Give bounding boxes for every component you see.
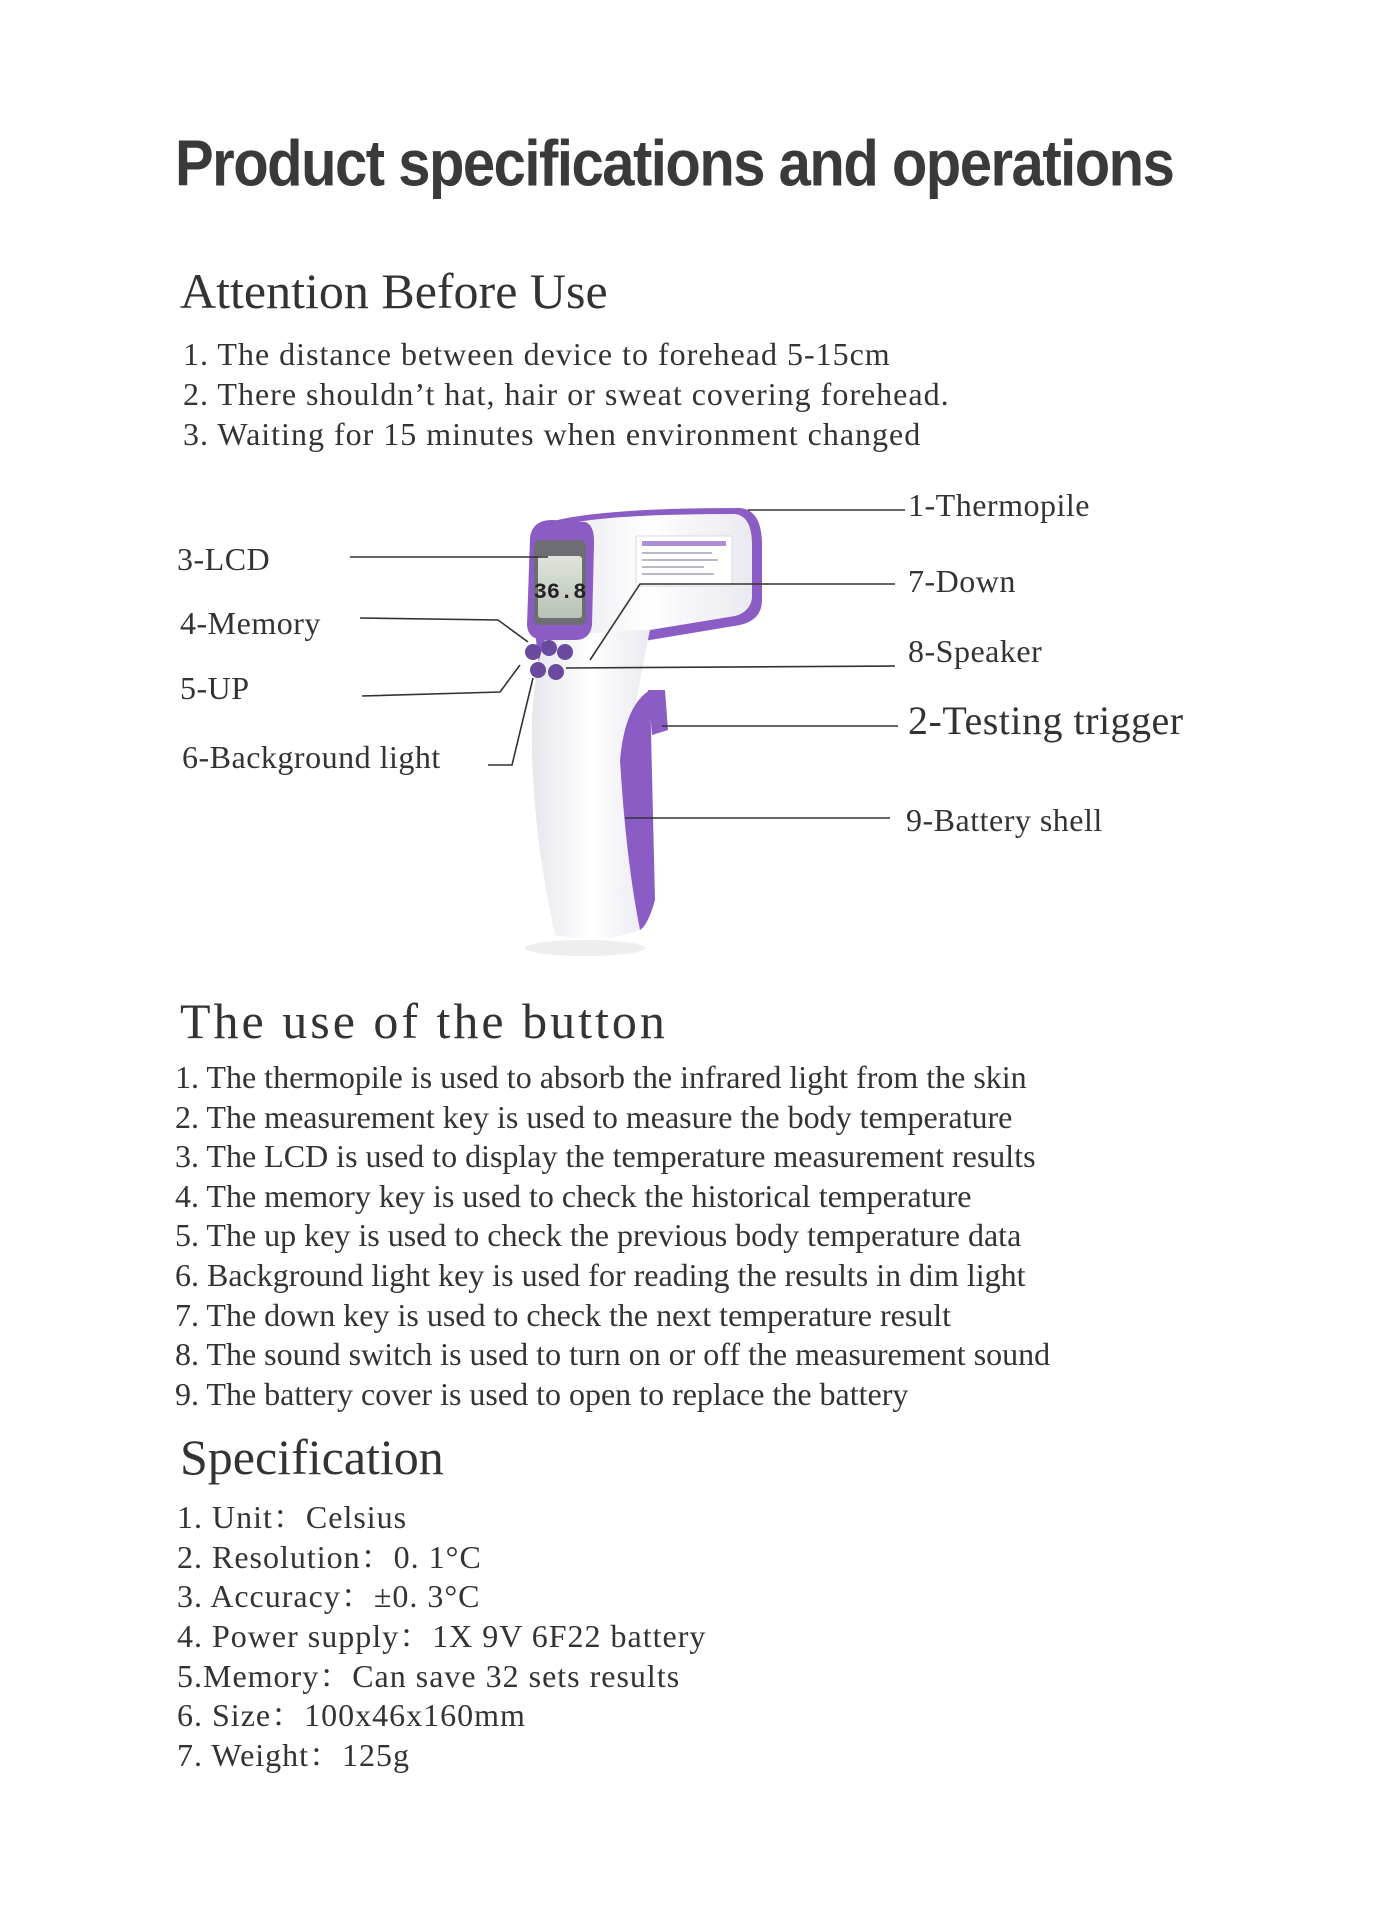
button-use-item: 6. Background light key is used for reading the results in dim light	[175, 1256, 1026, 1293]
button-use-item: 3. The LCD is used to display the temperature measurement results	[175, 1138, 1036, 1175]
callout-up: 5-UP	[180, 670, 250, 706]
button-use-item: 4. The memory key is used to check the historical temperature	[175, 1177, 972, 1214]
attention-list	[183, 334, 950, 454]
button-use-item: 8. The sound switch is used to turn on or off the measurement sound	[175, 1336, 1051, 1373]
callout-background-light: 6-Background light	[182, 739, 441, 775]
thermometer-image	[525, 508, 762, 956]
specification-item: 1. Unit：Celsius	[177, 1499, 408, 1535]
attention-item: 3. Waiting for 15 minutes when environment changed	[183, 416, 922, 452]
callout-battery-shell: 9-Battery shell	[906, 802, 1103, 838]
lcd-reading: 36.8	[533, 580, 587, 605]
specification-item: 7. Weight：125g	[177, 1737, 411, 1774]
specification-item: 5.Memory：Can save 32 sets results	[177, 1657, 681, 1694]
specification-heading: Specification	[180, 1429, 444, 1485]
attention-heading: Attention Before Use	[180, 263, 608, 319]
button-use-item: 2. The measurement key is used to measure the body temperature	[175, 1098, 1013, 1135]
button-use-list	[175, 1058, 1050, 1414]
callout-testing-trigger: 2-Testing trigger	[908, 698, 1184, 743]
page-title: Product specifications and operations	[175, 127, 1174, 200]
button-use-heading: The use of the button	[180, 993, 668, 1049]
button-use-item: 9. The battery cover is used to open to replace the battery	[175, 1375, 909, 1412]
callout-memory: 4-Memory	[180, 605, 321, 641]
specification-item: 6. Size：100x46x160mm	[177, 1697, 526, 1734]
attention-item: 1. The distance between device to forehead 5-15cm	[183, 336, 891, 372]
button-use-item: 5. The up key is used to check the previous body temperature data	[175, 1217, 1022, 1254]
specification-item: 4. Power supply：1X 9V 6F22 battery	[177, 1618, 707, 1655]
button-use-item: 1. The thermopile is used to absorb the infrared light from the skin	[175, 1059, 1027, 1095]
callout-down: 7-Down	[908, 563, 1016, 599]
specification-item: 2. Resolution：0. 1°C	[177, 1538, 482, 1575]
specification-list	[177, 1498, 706, 1776]
attention-item: 2. There shouldn’t hat, hair or sweat covering forehead.	[183, 376, 950, 412]
button-use-item: 7. The down key is used to check the next temperature result	[175, 1296, 952, 1333]
callout-thermopile: 1-Thermopile	[908, 487, 1090, 523]
specification-item: 3. Accuracy：±0. 3°C	[177, 1578, 481, 1615]
callout-lcd: 3-LCD	[177, 541, 271, 577]
callout-speaker: 8-Speaker	[908, 633, 1043, 669]
